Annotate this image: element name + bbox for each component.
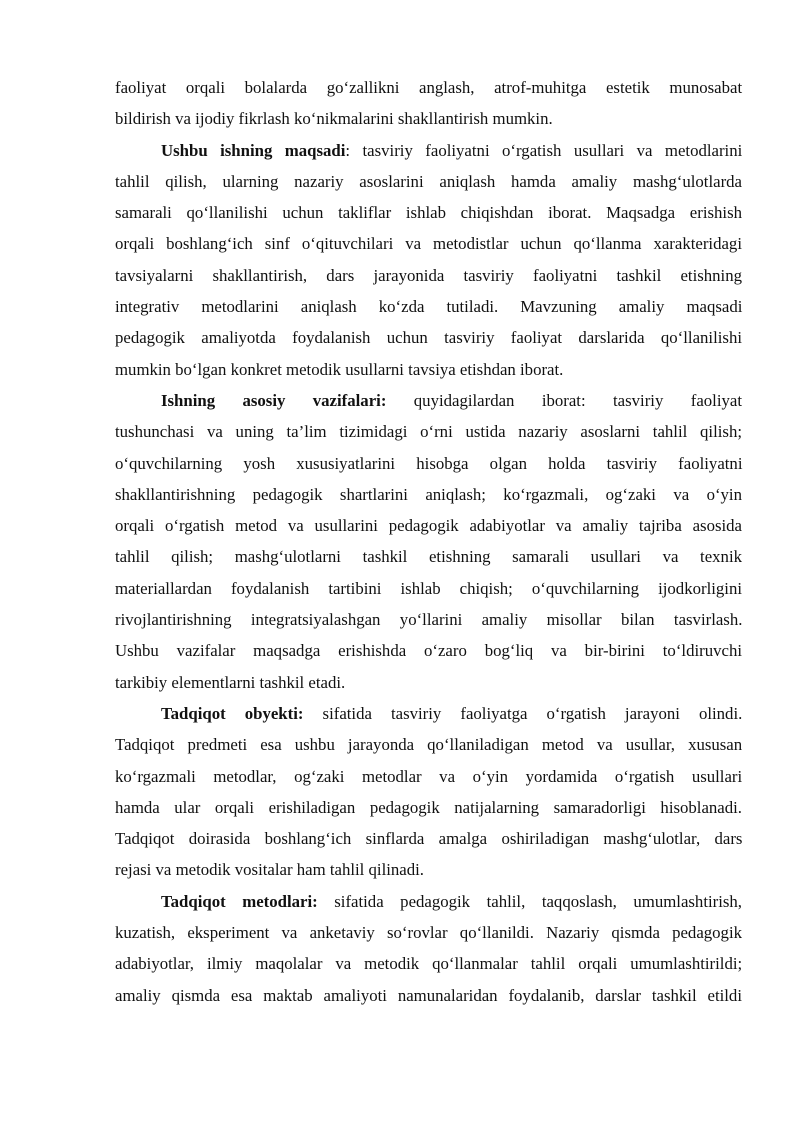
text-fragment: sifatida pedagogik tahlil, taqqoslash, umumlashtirish, [317,891,743,911]
research-object-heading: Tadqiqot obyekti: [161,703,304,723]
text-line: shakllantirishning pedagogik shartlarini aniqlash; ko‘rgazmali, og‘zaki va o‘yin [115,484,742,504]
text-line: rivojlantirishning integratsiyalashgan yo‘llarini amaliy misollar bilan tasvirlash. [115,610,743,630]
text-line: Tadqiqot predmeti esa ushbu jarayonda qo‘llaniladigan metod va usullar, xususan [115,735,743,755]
text-line: rejasi va metodik vositalar ham tahlil qilinadi. [115,860,424,880]
text-line: orqali boshlang‘ich sinf o‘qituvchilari va metodistlar uchun qo‘llanma xarakteridagi [115,234,742,254]
text-line: tavsiyalarni shakllantirish, dars jarayonida tasviriy faoliyatni tashkil etishning [115,265,742,285]
text-line: tushunchasi va uning ta’lim tizimidagi o‘rni ustida nazariy asoslarni tahlil qilish; [115,422,742,442]
goal-heading: Ushbu ishning maqsadi [161,140,346,160]
text-line: integrativ metodlarini aniqlash ko‘zda tutiladi. Mavzuning amaliy maqsadi [115,297,743,317]
research-methods-heading: Tadqiqot metodlari: [161,891,318,911]
text-line: amaliy qismda esa maktab amaliyoti namunalaridan foydalanib, darslar tashkil etildi [115,985,742,1005]
paragraph-goal [115,135,742,385]
text-line: tarkibiy elementlarni tashkil etadi. [115,672,346,692]
text-line: mumkin bo‘lgan konkret metodik usullarni tavsiya etishdan iborat. [115,359,564,379]
text-line: tahlil qilish; mashg‘ulotlarni tashkil etishning samarali usullari va texnik [115,547,742,567]
text-line: tahlil qilish, ularning nazariy asoslarini aniqlash hamda amaliy mashg‘ulotlarda [115,171,742,191]
tasks-heading: Ishning asosiy vazifalari: [161,390,387,410]
text-line [115,135,742,166]
paragraph-research-methods [115,886,742,1011]
text-line: hamda ular orqali erishiladigan pedagogik natijalarning samaradorligi hisoblanadi. [115,797,742,817]
text-line: orqali o‘rgatish metod va usullarini pedagogik adabiyotlar va amaliy tajriba asosida [115,516,742,536]
document-body [115,72,742,1011]
text-line [115,886,742,917]
text-line: ko‘rgazmali metodlar, og‘zaki metodlar va o‘yin yordamida o‘rgatish usullari [115,766,743,786]
text-line [115,385,742,416]
text-fragment: : tasviriy faoliyatni o‘rgatish usullari va metodlarini [345,140,743,160]
paragraph-tasks [115,385,742,698]
text-fragment: sifatida tasviriy faoliyatga o‘rgatish jarayoni olindi. [303,703,743,723]
text-line: o‘quvchilarning yosh xususiyatlarini hisobga olgan holda tasviriy faoliyatni [115,453,743,473]
paragraph-research-object [115,698,742,886]
text-line: faoliyat orqali bolalarda go‘zallikni anglash, atrof-muhitga estetik munosabat [115,78,743,97]
text-line: samarali qo‘llanilishi uchun takliflar ishlab chiqishdan iborat. Maqsadga erishish [115,203,742,223]
text-fragment: quyidagilardan iborat: tasviriy faoliyat [386,390,742,410]
paragraph-intro-continuation [115,72,742,135]
text-line: pedagogik amaliyotda foydalanish uchun tasviriy faoliyat darslarida qo‘llanilishi [115,328,742,348]
text-line: kuzatish, eksperiment va anketaviy so‘rovlar qo‘llanildi. Nazariy qismda pedagogik [115,923,742,943]
text-line: Tadqiqot doirasida boshlang‘ich sinflarda amalga oshiriladigan mashg‘ulotlar, dars [115,829,743,849]
text-line: materiallardan foydalanish tartibini ishlab chiqish; o‘quvchilarning ijodkorligini [115,578,742,598]
text-line: adabiyotlar, ilmiy maqolalar va metodik qo‘llanmalar tahlil orqali umumlashtirildi; [115,954,743,974]
text-line: Ushbu vazifalar maqsadga erishishda o‘zaro bog‘liq va bir-birini to‘ldiruvchi [115,641,742,661]
text-line: bildirish va ijodiy fikrlash ko‘nikmalarini shakllantirish mumkin. [115,109,553,129]
text-line [115,698,742,729]
